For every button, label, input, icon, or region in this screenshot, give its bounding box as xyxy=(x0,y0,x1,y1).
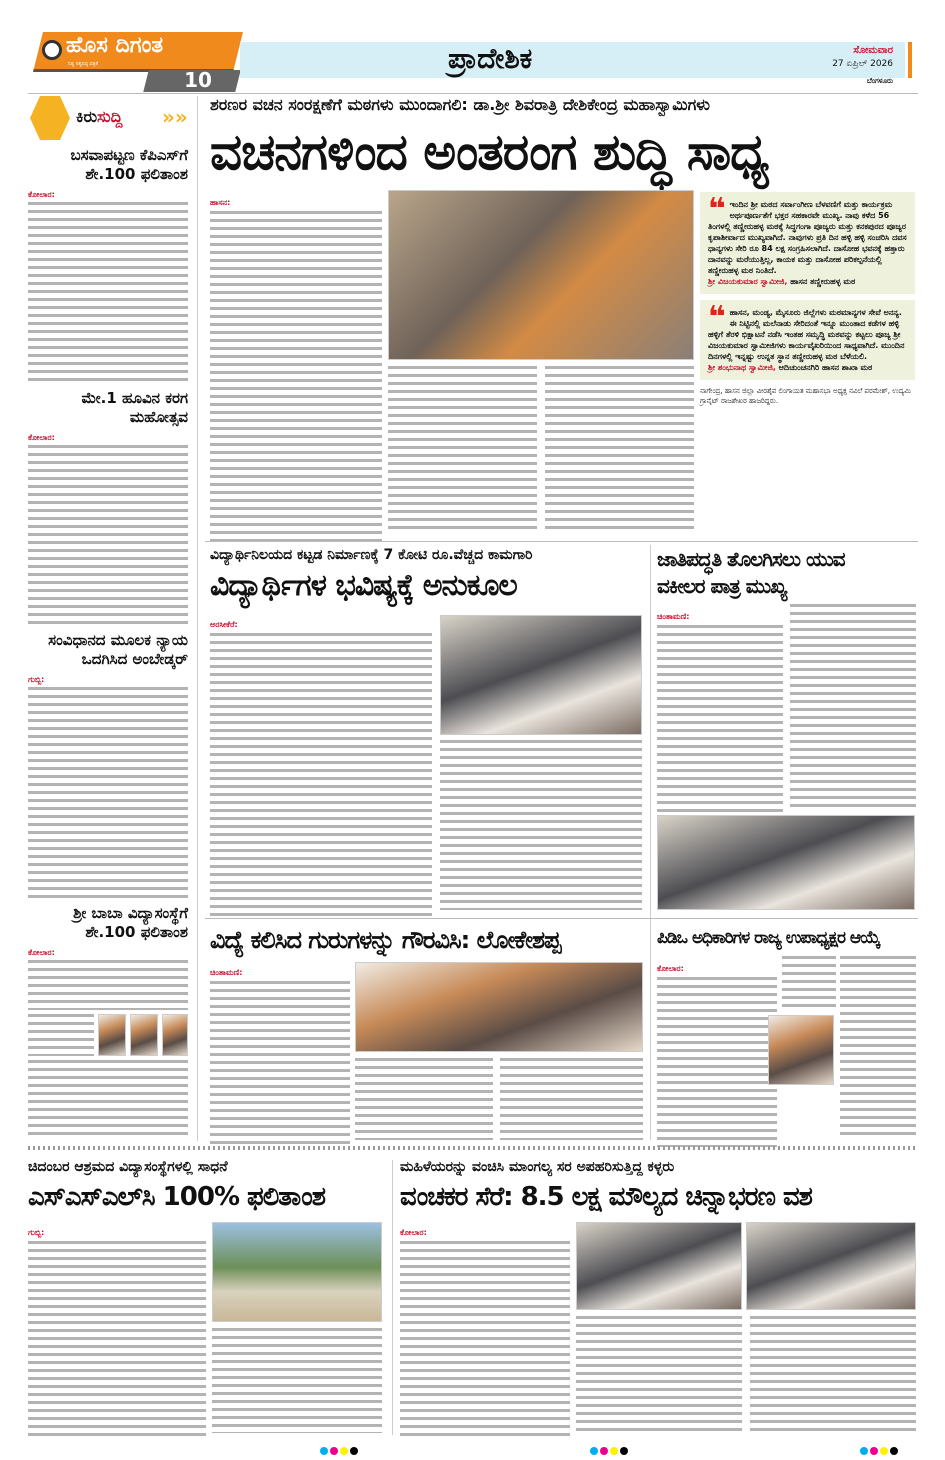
quote-source: ಶ್ರೀ ಶಂಭುನಾಥ ಸ್ವಾಮೀಜಿ, xyxy=(708,363,776,372)
student-photo xyxy=(162,1014,188,1056)
story2-photo xyxy=(440,615,642,735)
lead-body-col3 xyxy=(545,366,694,534)
story3-body xyxy=(657,604,783,810)
pull-quote xyxy=(700,192,915,294)
story6-photo xyxy=(212,1222,382,1322)
story2-headline: ವಿದ್ಯಾರ್ಥಿಗಳ ಭವಿಷ್ಯಕ್ಕೆ ಅನುಕೂಲ xyxy=(210,568,517,603)
quote-org: ಹಾಸನ ತಣ್ಣೀರುಹಳ್ಳ ಮಠ xyxy=(790,277,856,286)
story7-headline: ವಂಚಕರ ಸೆರೆ: 8.5 ಲಕ್ಷ ಮೌಲ್ಯದ ಚಿನ್ನಾಭರಣ ವಶ xyxy=(400,1182,812,1212)
quote-icon: ❝ xyxy=(708,192,726,227)
sidebar-item-title: ಶ್ರೀ ಬಾಬಾ ವಿದ್ಯಾಸಂಸ್ಥೆಗೆ ಶೇ.100 ಫಲಿತಾಂಶ xyxy=(73,903,188,941)
quote-column xyxy=(700,192,915,406)
divider xyxy=(28,93,918,94)
story5-body-col2 xyxy=(840,956,916,1140)
student-photo xyxy=(130,1014,158,1056)
dateline: ಹಾಸನ: xyxy=(210,198,231,207)
story4-photo xyxy=(355,962,643,1052)
sidebar-item-title: ಮೇ.1 ಹೂವಿನ ಕರಗ ಮಹೋತ್ಸವ xyxy=(81,388,188,426)
sidebar xyxy=(28,96,188,1140)
date: 27 ಏಪ್ರಿಲ್ 2026 xyxy=(832,59,893,69)
quote-text: ಹಾಸನ, ಮಂಡ್ಯ, ಮೈಸೂರು ಜಿಲ್ಲೆಗಳು ಮಠಮಾನ್ಯಗಳ ಸೇವೆ ಅನನ್ಯ. ಈ ನಿಟ್ಟಿನಲ್ಲಿ ಮಲೆನಾಡು ಸೇರಿದಂತೆ ಇನ್ನೂ ಮುಂತಾದ ಕಡೆಗಳ ಹಳ್ಳಿ ಹಳ್ಳಿಗೆ ತೆರಳಿ ಭಿಕ್ಷಾಟನೆ ನಡೆಸಿ ಇಂತಹ ಸಮೃದ್ಧಿ ಮಠವನ್ನು ಕಟ್ಟಲು ಪೂಜ್ಯ ಶ್ರೀ ವಿಜಯಕುಮಾರ ಸ್ವಾಮೀಜಿಗಳು ಕಾರ್ಯವೈಖರಿಯಿಂದ ಸಾಧ್ಯವಾಗಿದೆ. ಮುಂದಿನ ದಿನಗಳಲ್ಲಿ ಇನ್ನಷ್ಟು ಉನ್ನತ ಸ್ಥಾನ ತಣ್ಣೀರುಹಳ್ಳ ಮಠ ಬೆಳೆಯಲಿ. xyxy=(708,308,905,361)
city: ಬೆಂಗಳೂರು xyxy=(866,77,893,85)
portrait-photo xyxy=(768,1015,834,1085)
badge-word: ಕಿರು xyxy=(76,107,98,126)
dateline: ಗುಬ್ಬಿ: xyxy=(28,1228,45,1237)
story3-headline: ಜಾತಿಪದ್ಧತಿ ತೊಲಗಿಸಲು ಯುವ xyxy=(657,547,845,571)
sidebar-item-body xyxy=(28,433,188,626)
logo-text: ಹೊಸ ದಿಗಂತ xyxy=(66,33,164,58)
lead-photo xyxy=(388,190,694,360)
masthead xyxy=(28,30,918,92)
lead-tail: ನಾಗೇಂದ್ರ, ಹಾಸನ ಜಿಲ್ಲಾ ವೀರಶೈವ ಲಿಂಗಾಯತ ಮಹಾಸಭಾ ಅಧ್ಯಕ್ಷ ನವಿಲೆ ಪರಮೇಶ್, ಉದ್ಯಮಿ ಗ್ರಾನೈಟ್ ರಾಜಶೇಖರ ಹಾಜರಿದ್ದರು. xyxy=(700,387,911,405)
divider xyxy=(205,918,918,919)
dateline: ಚಿಂತಾಮಣಿ: xyxy=(657,612,690,621)
dateline: ಅರಸೀಕೆರೆ: xyxy=(210,620,238,629)
story5-headline: ಪಿಡಿಒ ಅಧಿಕಾರಿಗಳ ರಾಜ್ಯ ಉಪಾಧ್ಯಕ್ಷರ ಆಯ್ಕೆ xyxy=(657,928,880,948)
chevrons-icon: »» xyxy=(162,105,188,129)
story7-kicker: ಮಹಿಳೆಯರನ್ನು ವಂಚಿಸಿ ಮಾಂಗಲ್ಯ ಸರ ಅಪಹರಿಸುತ್ತಿದ್ದ ಕಳ್ಳರು xyxy=(400,1159,675,1175)
sidebar-item-body xyxy=(28,675,188,898)
quote-org: ಆದಿಚುಂಚನಗಿರಿ ಹಾಸನ ಶಾಖಾ ಮಠ xyxy=(778,363,873,372)
section-title: ಪ್ರಾದೇಶಿಕ xyxy=(448,42,533,75)
page-number: 10 xyxy=(184,68,212,92)
logo-icon xyxy=(42,40,62,60)
story6-body-col2 xyxy=(212,1328,382,1433)
registration-marks xyxy=(320,1440,360,1459)
lead-kicker: ಶರಣರ ವಚನ ಸಂರಕ್ಷಣೆಗೆ ಮಠಗಳು ಮುಂದಾಗಲಿ: ಡಾ.ಶ್ರೀ ಶಿವರಾತ್ರಿ ದೇಶಿಕೇಂದ್ರ ಮಹಾಸ್ವಾಮಿಗಳು xyxy=(210,95,711,114)
dateline: ಚಿಂತಾಮಣಿ: xyxy=(210,968,243,977)
lead-headline: ವಚನಗಳಿಂದ ಅಂತರಂಗ ಶುದ್ಧಿ ಸಾಧ್ಯ xyxy=(210,123,769,181)
dateline: ಕೋಲಾರ: xyxy=(657,964,684,973)
story6-body xyxy=(28,1220,206,1433)
story2-body xyxy=(210,612,432,910)
story3-body-col2 xyxy=(790,604,916,810)
day: ಸೋಮವಾರ xyxy=(853,45,893,56)
column-divider xyxy=(392,1160,393,1435)
story5-body-col1b xyxy=(782,956,836,1010)
story6-headline: ಎಸ್‌ಎಸ್‌ಎಲ್‌ಸಿ 100% ಫಲಿತಾಂಶ xyxy=(28,1182,325,1212)
dateline: ಗುಬ್ಬಿ: xyxy=(28,675,45,684)
quote-text: ಇಂದಿನ ಶ್ರೀ ಮಠದ ಸರ್ವಾಂಗೀಣ ಬೆಳವಣಿಗೆ ಮತ್ತು ಕಾರ್ಯಕ್ರಮ ಅರ್ಥಪೂರ್ಣತೆಗೆ ಭಕ್ತರ ಸಹಕಾರವೇ ಮುಖ್ಯ. ನಾವು ಕಳೆದ 56 ತಿಂಗಳಲ್ಲಿ ತಣ್ಣೀರುಹಳ್ಳ ಮಠಕ್ಕೆ ಸಿದ್ಧಗಂಗಾ ಪೂಜ್ಯರು ಮತ್ತು ಕನಕಪುರದ ಪೂಜ್ಯರ ಕೃಪಾಶೀರ್ವಾದ ಮುಖ್ಯವಾಗಿದೆ. ನಾವುಗಳು ಪ್ರತಿ ದಿನ ಹಳ್ಳಿ ಹಳ್ಳಿ ಸಂಚರಿಸಿ ದವಸ ಧಾನ್ಯಗಳು ಸೇರಿ ರೂ 84 ಲಕ್ಷ ಸಂಗ್ರಹಿಸಲಾಗಿದೆ. ದಾಸೋಹ ಭವನಕ್ಕೆ ಹತ್ತಾರು ದಾನವನ್ನು ಮರೆಯುತ್ತಿಲ್ಲ, ಕಾಯಕ ಮತ್ತು ದಾಸೋಹ ಪರಿಕಲ್ಪನೆಯಲ್ಲಿ ತಣ್ಣೀರುಹಳ್ಳ ಮಠ ನಿಂತಿದೆ. xyxy=(708,200,907,275)
student-photos xyxy=(28,1014,188,1056)
text-block xyxy=(28,1014,94,1056)
sidebar-item-body xyxy=(28,190,188,383)
quote-source: ಶ್ರೀ ವಿಜಯಕುಮಾರ ಸ್ವಾಮೀಜಿ, xyxy=(708,277,788,286)
lead-body xyxy=(210,190,382,535)
section-separator xyxy=(28,1146,918,1150)
story4-headline: ವಿದ್ಯೆ ಕಲಿಸಿದ ಗುರುಗಳನ್ನು ಗೌರವಿಸಿ: ಲೋಕೇಶಪ್ಪ xyxy=(210,926,561,954)
lead-body-col2 xyxy=(388,366,537,534)
dateline: ಕೋಲಾರ: xyxy=(28,190,55,199)
sidebar-item-body xyxy=(28,948,188,1141)
story7-body-col3 xyxy=(750,1316,916,1433)
story5-body xyxy=(657,956,777,1140)
dateline: ಕೋಲಾರ: xyxy=(28,947,55,957)
column-divider xyxy=(650,545,651,1140)
story4-body-col3 xyxy=(500,1058,643,1140)
story7-body-col2 xyxy=(576,1316,742,1433)
student-photo xyxy=(98,1014,126,1056)
story2-kicker: ವಿದ್ಯಾರ್ಥಿನಿಲಯದ ಕಟ್ಟಡ ನಿರ್ಮಾಣಕ್ಕೆ 7 ಕೋಟಿ ರೂ.ವೆಚ್ಚದ ಕಾಮಗಾರಿ xyxy=(210,547,533,563)
badge-accent: ಸುದ್ದಿ xyxy=(97,107,123,126)
dateline: ಕೋಲಾರ: xyxy=(400,1228,427,1237)
story4-body-col2 xyxy=(355,1058,493,1140)
sidebar-item-title: ಬಸವಾಪಟ್ಟಣ ಕೆಪಿಎಸ್‌ಗೆ ಶೇ.100 ಫಲಿತಾಂಶ xyxy=(70,146,188,183)
story6-kicker: ಚಿದಂಬರ ಆಶ್ರಮದ ವಿದ್ಯಾಸಂಸ್ಥೆಗಳಲ್ಲಿ ಸಾಧನೆ xyxy=(28,1159,228,1175)
badge-label xyxy=(76,107,122,127)
story2-body-col2 xyxy=(440,740,642,910)
quote-icon: ❝ xyxy=(708,300,726,335)
kirusuddi-badge xyxy=(28,96,188,140)
dateline: ಕೋಲಾರ: xyxy=(28,432,55,442)
hand-icon xyxy=(30,96,70,140)
story7-photo xyxy=(576,1222,742,1310)
registration-marks xyxy=(590,1440,630,1459)
registration-marks xyxy=(860,1440,900,1459)
divider xyxy=(205,541,918,542)
story4-body xyxy=(210,960,350,1140)
orange-marker xyxy=(908,42,912,78)
logo-tagline: ನಿತ್ಯ ಸತ್ಯನಿಷ್ಠ ಪತ್ರಿಕೆ xyxy=(68,61,98,67)
sidebar-item-title: ಸಂವಿಧಾನದ ಮೂಲಕ ನ್ಯಾಯ ಒದಗಿಸಿದ ಅಂಬೇಡ್ಕರ್ xyxy=(48,631,188,668)
story3-headline: ವಕೀಲರ ಪಾತ್ರ ಮುಖ್ಯ xyxy=(657,574,787,598)
story7-body xyxy=(400,1220,570,1433)
story3-photo xyxy=(657,815,915,910)
story7-photo xyxy=(746,1222,916,1310)
pull-quote xyxy=(700,300,915,380)
column-divider xyxy=(197,96,198,1141)
